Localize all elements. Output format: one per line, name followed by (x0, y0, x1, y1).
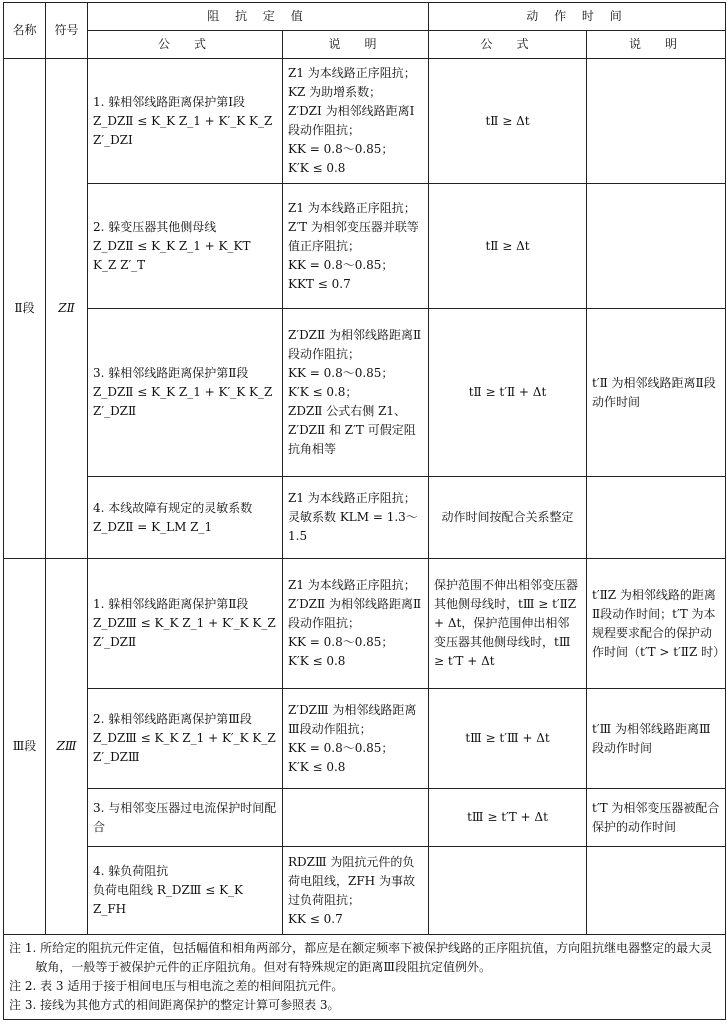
formula-line: Z_DZⅡ ≤ K_K Z_1 + K′_K K_Z Z′_DZⅡ (93, 385, 273, 418)
formula-line: 4. 躲负荷阻抗 (93, 864, 169, 878)
formula-line: Z_DZⅢ ≤ K_K Z_1 + K′_K K_Z Z′_DZⅡ (93, 616, 276, 649)
header-symbol: 符号 (46, 3, 88, 59)
formula-line: 3. 躲相邻线路距离保护第Ⅱ段 (93, 366, 249, 380)
setting-table (3, 2, 726, 1020)
header-time-explanation: 说 明 (587, 31, 726, 59)
explanation-line: Z1 为本线路正序阻抗； (288, 66, 416, 80)
time-explanation-cell: t′Ⅱ 为相邻线路距离Ⅱ段动作时间 (587, 309, 726, 477)
formula-cell (88, 559, 283, 689)
time-explanation-cell (587, 847, 726, 935)
explanation-line: KK = 0.8～0.85； (288, 366, 394, 380)
section-name: Ⅱ段 (4, 59, 46, 559)
explanation-cell (283, 184, 429, 309)
notes-cell (4, 935, 726, 1020)
formula-cell (88, 309, 283, 477)
explanation-cell (283, 689, 429, 789)
formula-cell (88, 59, 283, 184)
explanation-cell (283, 309, 429, 477)
explanation-cell (283, 59, 429, 184)
explanation-cell (283, 559, 429, 689)
formula-line: Z_DZⅡ = K_LM Z_1 (93, 519, 213, 534)
time-formula-cell: 动作时间按配合关系整定 (429, 477, 587, 559)
formula-line: Z_DZⅢ ≤ K_K Z_1 + K′_K K_Z Z′_DZⅢ (93, 731, 276, 764)
explanation-line: KKT ≤ 0.7 (288, 276, 351, 291)
time-explanation-cell: t′ⅡZ 为相邻线路的距离Ⅱ段动作时间；t′T 为本规程要求配合的保护动作时间（t′T > t′ⅡZ 时） (587, 559, 726, 689)
formula-cell (88, 789, 283, 847)
formula-line: Z_DZⅡ ≤ K_K Z_1 + K′_K K_Z Z′_DZⅠ (93, 113, 273, 147)
formula-cell (88, 689, 283, 789)
time-explanation-cell (587, 59, 726, 184)
header-name: 名称 (4, 3, 46, 59)
time-formula-cell: tⅢ ≥ t′Ⅲ + Δt (429, 689, 587, 789)
explanation-line: Z′T 为相邻变压器并联等值正序阻抗； (288, 219, 419, 253)
time-formula-cell: 保护范围不伸出相邻变压器其他侧母线时，tⅢ ≥ t′ⅡZ + Δt，保护范围伸出相邻变压器其他侧母线时，tⅢ ≥ t′T + Δt (429, 559, 587, 689)
explanation-line: K′K ≤ 0.8 (288, 759, 346, 774)
note-1: 注 1. 所给定的阻抗元件定值，包括幅值和相角两部分，都应是在额定频率下被保护线路的正序阻抗值，方向阻抗继电器整定的最大灵敏角，一般等于被保护元件的正序阻抗角。但对有特殊规定的距离Ⅲ段阻抗定值例外。 (9, 941, 713, 974)
explanation-line: K′K ≤ 0.8； (288, 385, 358, 399)
formula-line: 4. 本线故障有规定的灵敏系数 (93, 500, 253, 515)
header-formula: 公 式 (88, 31, 283, 59)
formula-line: 3. 与相邻变压器过电流保护时间配合 (93, 800, 277, 834)
section-symbol: ZⅢ (46, 559, 88, 935)
explanation-cell (283, 847, 429, 935)
time-formula-cell: tⅡ ≥ t′Ⅱ + Δt (429, 309, 587, 477)
formula-line: 1. 躲相邻线路距离保护第Ⅰ段 (93, 94, 246, 109)
time-explanation-cell: t′Ⅲ 为相邻线路距离Ⅲ段动作时间 (587, 689, 726, 789)
formula-line: 负荷电阻线 R_DZⅢ ≤ K_K Z_FH (93, 883, 243, 916)
explanation-line: KK = 0.8～0.85； (288, 142, 394, 156)
explanation-line: KZ 为助增系数； (288, 85, 382, 99)
formula-line: 2. 躲相邻线路距离保护第Ⅲ段 (93, 712, 252, 726)
explanation-line: 灵敏系数 KLM = 1.3～1.5 (288, 510, 418, 543)
time-explanation-cell (587, 184, 726, 309)
time-formula-cell: tⅡ ≥ Δt (429, 184, 587, 309)
formula-line: 2. 躲变压器其他侧母线 (93, 219, 217, 234)
header-explanation: 说 明 (283, 31, 429, 59)
explanation-line: K′K ≤ 0.8 (288, 161, 346, 175)
time-formula-cell (429, 847, 587, 935)
explanation-line: KK = 0.8～0.85； (288, 635, 394, 649)
explanation-line: K′K ≤ 0.8 (288, 654, 346, 668)
formula-cell (88, 477, 283, 559)
explanation-line: KK = 0.8～0.85； (288, 740, 394, 755)
header-action-time: 动 作 时 间 (429, 3, 726, 31)
explanation-line: Z′DZⅡ 为相邻线路距离Ⅱ段动作阻抗； (288, 597, 422, 630)
section-symbol: ZⅡ (46, 59, 88, 559)
formula-cell (88, 184, 283, 309)
note-2: 注 2. 表 3 适用于接于相间电压与相电流之差的相间阻抗元件。 (9, 979, 344, 993)
section-name: Ⅲ段 (4, 559, 46, 935)
explanation-line: ZDZⅡ 公式右侧 Z1、Z′DZⅡ 和 Z′T 可假定阻抗角相等 (288, 404, 416, 456)
explanation-cell (283, 477, 429, 559)
explanation-line: Z1 为本线路正序阻抗； (288, 200, 416, 215)
explanation-line: Z′DZⅡ 为相邻线路距离Ⅱ段动作阻抗； (288, 328, 422, 361)
formula-cell (88, 847, 283, 935)
header-time-formula: 公 式 (429, 31, 587, 59)
explanation-line: Z′DZⅢ 为相邻线路距离Ⅲ段动作阻抗； (288, 702, 417, 736)
time-explanation-cell (587, 477, 726, 559)
explanation-line: KK = 0.8～0.85； (288, 257, 394, 272)
explanation-line: RDZⅢ 为阻抗元件的负荷电阻线，ZFH 为事故过负荷阻抗； (288, 854, 415, 907)
explanation-cell (283, 789, 429, 847)
explanation-line: KK ≤ 0.7 (288, 911, 343, 926)
explanation-line: Z1 为本线路正序阻抗； (288, 491, 416, 505)
time-formula-cell: tⅢ ≥ t′T + Δt (429, 789, 587, 847)
formula-line: Z_DZⅡ ≤ K_K Z_1 + K_KT K_Z Z′_T (93, 238, 251, 272)
explanation-line: Z′DZⅠ 为相邻线路距离Ⅰ段动作阻抗； (288, 104, 415, 137)
formula-line: 1. 躲相邻线路距离保护第Ⅱ段 (93, 597, 249, 611)
time-formula-cell: tⅡ ≥ Δt (429, 59, 587, 184)
note-3: 注 3. 接线为其他方式的相间距离保护的整定计算可参照表 3。 (9, 998, 340, 1012)
header-impedance-setting: 阻 抗 定 值 (88, 3, 429, 31)
explanation-line: Z1 为本线路正序阻抗； (288, 578, 416, 592)
time-explanation-cell: t′T 为相邻变压器被配合保护的动作时间 (587, 789, 726, 847)
